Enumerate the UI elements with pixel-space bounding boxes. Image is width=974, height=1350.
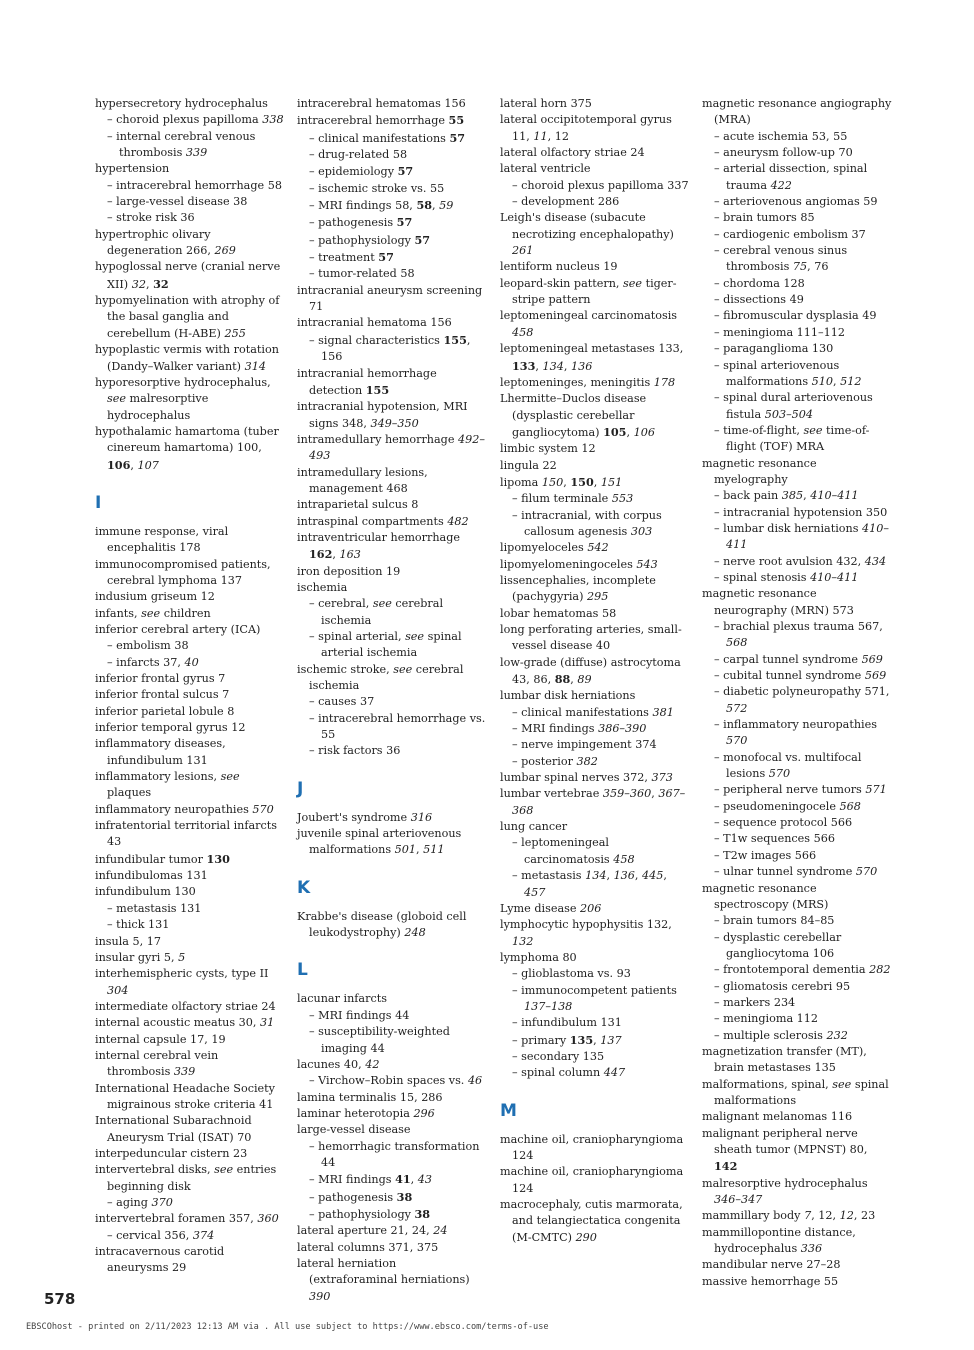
index-entry: magnetic resonance neurography (MRN) 573 xyxy=(702,587,854,617)
index-entry: hypoglossal nerve (cranial nerve XII) 32, 32 xyxy=(95,260,281,291)
index-entry: infundibular tumor 130 xyxy=(95,851,230,866)
index-entry: Lyme disease 206 xyxy=(500,901,602,915)
index-subentry: – epidemiology 57 xyxy=(309,164,414,179)
index-subentry: – signal characteristics 155, 156 xyxy=(309,332,471,364)
index-entry: immune response, viral encephalitis 178 xyxy=(95,524,229,555)
index-entry: lipomyelomeningoceles 543 xyxy=(500,557,658,571)
index-entry: macrocephaly, cutis marmorata, and telangiectatica congenita (M-CMTC) 290 xyxy=(500,1198,683,1244)
footer-notice: EBSCOhost - printed on 2/11/2023 12:13 AM via . All use subject to https://www.ebsco.com/terms-of-use xyxy=(26,1322,549,1332)
index-entry: machine oil, craniopharyngioma 124 xyxy=(500,1132,684,1162)
index-subentry: – filum terminale 553 xyxy=(512,492,634,506)
index-entry: Krabbe's disease (globoid cell leukodystrophy) 248 xyxy=(297,909,467,940)
index-subentry: – clinical manifestations 57 xyxy=(309,130,466,145)
index-entry: mammillopontine distance, hydrocephalus 336 xyxy=(702,1225,856,1256)
index-subentry: – sequence protocol 566 xyxy=(714,816,853,830)
index-subentry: – dissections 49 xyxy=(714,293,804,307)
index-entry: inflammatory lesions, see plaques xyxy=(95,770,240,800)
index-entry: interhemispheric cysts, type II 304 xyxy=(95,967,269,997)
index-subentry: – ulnar tunnel syndrome 570 xyxy=(714,865,878,879)
index-subentry: – intracranial, with corpus callosum agenesis 303 xyxy=(512,508,662,538)
index-column-2 xyxy=(297,96,487,1305)
index-entry: insular gyri 5, 5 xyxy=(95,950,186,964)
index-subentry: – leptomeningeal carcinomatosis 458 xyxy=(512,836,635,866)
index-entry: low-grade (diffuse) astrocytoma 43, 86, 88, 89 xyxy=(500,655,681,687)
index-entry: hypomyelination with atrophy of the basal ganglia and cerebellum (H-ABE) 255 xyxy=(95,294,280,340)
index-subentry: – meningioma 111–112 xyxy=(714,325,845,339)
index-entry: lateral aperture 21, 24, 24 xyxy=(297,1224,448,1238)
index-entry: hyporesorptive hydrocephalus, see malresorptive hydrocephalus xyxy=(95,375,271,422)
index-subentry: – large-vessel disease 38 xyxy=(107,195,248,209)
index-subentry: – pathogenesis 38 xyxy=(309,1189,413,1204)
index-entry: intracranial hematoma 156 xyxy=(297,316,452,330)
index-subentry: – MRI findings 41, 43 xyxy=(309,1172,433,1187)
index-subentry: – spinal arterial, see spinal arterial ischemia xyxy=(309,630,462,660)
index-entry: intracavernous carotid aneurysms 29 xyxy=(95,1245,225,1275)
index-subentry: – immunocompetent patients 137–138 xyxy=(512,983,677,1013)
index-subentry: – MRI findings 44 xyxy=(309,1008,410,1022)
index-subentry: – drug-related 58 xyxy=(309,148,408,162)
index-entry: intracerebral hematomas 156 xyxy=(297,97,466,110)
index-subentry: – dysplastic cerebellar gangliocytoma 106 xyxy=(714,930,842,960)
index-subentry: – aging 370 xyxy=(107,1196,173,1209)
index-entry: lipoma 150, 150, 151 xyxy=(500,474,623,489)
index-subentry: – infundibulum 131 xyxy=(512,1016,622,1030)
index-subentry: – pathophysiology 38 xyxy=(309,1206,431,1221)
index-entry: internal capsule 17, 19 xyxy=(95,1032,226,1046)
index-subentry: – MRI findings 386–390 xyxy=(512,722,647,736)
index-subentry: – arterial dissection, spinal trauma 422 xyxy=(714,162,868,192)
index-entry: lateral columns 371, 375 xyxy=(297,1240,439,1254)
index-subentry: – arteriovenous angiomas 59 xyxy=(714,195,878,209)
index-entry: lung cancer xyxy=(500,820,568,834)
index-entry: intracranial hypotension, MRI signs 348, 349–350 xyxy=(297,400,468,430)
index-entry: lacunes 40, 42 xyxy=(297,1057,380,1071)
index-subentry: – choroid plexus papilloma 338 xyxy=(107,113,284,127)
index-entry: ischemic stroke, see cerebral ischemia xyxy=(297,662,464,693)
index-subentry: – metastasis 134, 136, 445, 457 xyxy=(512,869,667,899)
index-subentry: – development 286 xyxy=(512,195,620,209)
index-entry: iron deposition 19 xyxy=(297,564,401,578)
index-subentry: – spinal column 447 xyxy=(512,1066,626,1080)
index-entry: ischemia xyxy=(297,580,348,594)
index-subentry: – brain tumors 85 xyxy=(714,211,815,225)
section-letter: M xyxy=(500,1100,517,1121)
index-entry: lissencephalies, incomplete (pachygyria) 295 xyxy=(500,573,656,604)
index-subentry: – ischemic stroke vs. 55 xyxy=(309,181,445,195)
index-entry: immunocompromised patients, cerebral lymphoma 137 xyxy=(95,557,271,587)
index-subentry: – pseudomeningocele 568 xyxy=(714,799,861,813)
index-entry: leptomeningeal metastases 133, 133, 134, 136 xyxy=(500,342,684,373)
index-entry: lateral occipitotemporal gyrus 11, 11, 12 xyxy=(500,113,672,143)
index-subentry: – frontotemporal dementia 282 xyxy=(714,963,891,977)
section-letter: L xyxy=(297,960,308,981)
index-entry: intermediate olfactory striae 24 xyxy=(95,999,276,1013)
index-entry: long perforating arteries, small-vessel disease 40 xyxy=(500,623,682,653)
index-entry: inferior frontal gyrus 7 xyxy=(95,672,226,685)
index-entry: inferior frontal sulcus 7 xyxy=(95,688,230,702)
index-entry: hypoplastic vermis with rotation (Dandy–Walker variant) 314 xyxy=(95,343,279,373)
index-entry: Leigh's disease (subacute necrotizing encephalopathy) 261 xyxy=(500,211,674,258)
index-subentry: – inflammatory neuropathies 570 xyxy=(714,718,877,748)
index-entry: intramedullary hemorrhage 492–493 xyxy=(297,432,485,463)
index-subentry: – thick 131 xyxy=(107,918,170,932)
index-subentry: – paraganglioma 130 xyxy=(714,342,834,356)
index-subentry: – T2w images 566 xyxy=(714,848,817,862)
section-letter: I xyxy=(95,492,102,513)
index-subentry: – carpal tunnel syndrome 569 xyxy=(714,652,883,666)
index-entry: juvenile spinal arteriovenous malformations 501, 511 xyxy=(297,827,462,857)
index-entry: lumbar vertebrae 359–360, 367–368 xyxy=(500,787,686,817)
index-subentry: – acute ischemia 53, 55 xyxy=(714,129,848,143)
index-entry: infundibulum 130 xyxy=(95,885,196,899)
index-subentry: – hemorrhagic transformation 44 xyxy=(309,1139,480,1169)
index-subentry: – glioblastoma vs. 93 xyxy=(512,967,631,981)
index-subentry: – nerve root avulsion 432, 434 xyxy=(714,554,887,568)
index-entry: lamina terminalis 15, 286 xyxy=(297,1090,443,1104)
index-entry: malresorptive hydrocephalus 346–347 xyxy=(702,1176,868,1207)
index-entry: intraparietal sulcus 8 xyxy=(297,498,419,512)
index-entry: International Subarachnoid Aneurysm Trial (ISAT) 70 xyxy=(95,1114,252,1144)
page-number: 578 xyxy=(44,1290,76,1308)
index-entry: leptomeningeal carcinomatosis 458 xyxy=(500,309,678,339)
index-entry: mandibular nerve 27–28 xyxy=(702,1258,841,1272)
index-entry: malignant melanomas 116 xyxy=(702,1110,853,1124)
index-entry: indusium griseum 12 xyxy=(95,590,215,604)
index-entry: internal acoustic meatus 30, 31 xyxy=(95,1016,275,1030)
index-entry: intervertebral foramen 357, 360 xyxy=(95,1212,279,1226)
index-entry: hypothalamic hamartoma (tuber cinereum hamartoma) 100, 106, 107 xyxy=(95,424,279,472)
index-entry: massive hemorrhage 55 xyxy=(702,1274,839,1288)
index-entry: infants, see children xyxy=(95,606,211,620)
index-entry: laminar heterotopia 296 xyxy=(297,1106,435,1120)
index-entry: malignant peripheral nerve sheath tumor (MPNST) 80, 142 xyxy=(702,1126,868,1174)
index-entry: magnetization transfer (MT), brain metastases 135 xyxy=(702,1044,867,1075)
index-subentry: – spinal arteriovenous malformations 510, 512 xyxy=(714,358,862,388)
index-entry: lymphoma 80 xyxy=(500,950,577,964)
index-entry: lymphocytic hypophysitis 132, 132 xyxy=(500,918,672,948)
index-subentry: – cerebral venous sinus thrombosis 75, 76 xyxy=(714,244,848,274)
index-entry: mammillary body 7, 12, 12, 23 xyxy=(702,1209,876,1223)
index-entry: lumbar spinal nerves 372, 373 xyxy=(500,771,673,785)
index-subentry: – intracerebral hemorrhage 58 xyxy=(107,178,282,192)
index-subentry: – fibromuscular dysplasia 49 xyxy=(714,309,877,323)
index-subentry: – T1w sequences 566 xyxy=(714,832,835,846)
index-subentry: – meningioma 112 xyxy=(714,1012,819,1026)
index-subentry: – choroid plexus papilloma 337 xyxy=(512,178,689,192)
index-entry: internal cerebral vein thrombosis 339 xyxy=(95,1048,219,1079)
index-entry: lateral olfactory striae 24 xyxy=(500,146,645,160)
index-subentry: – infarcts 37, 40 xyxy=(107,655,199,669)
index-subentry: – peripheral nerve tumors 571 xyxy=(714,783,887,797)
index-entry: magnetic resonance angiography (MRA) xyxy=(702,97,892,127)
index-entry: infundibulomas 131 xyxy=(95,869,208,883)
section-letter: J xyxy=(297,778,304,799)
index-subentry: – secondary 135 xyxy=(512,1049,605,1063)
index-entry: machine oil, craniopharyngioma 124 xyxy=(500,1165,684,1195)
section-letter: K xyxy=(297,877,311,898)
index-subentry: – stroke risk 36 xyxy=(107,211,195,225)
index-entry: intracerebral hemorrhage 55 xyxy=(297,113,465,128)
index-entry: lipomyeloceles 542 xyxy=(500,541,609,555)
index-entry: inferior parietal lobule 8 xyxy=(95,704,235,718)
index-entry: limbic system 12 xyxy=(500,442,596,456)
index-entry: inferior cerebral artery (ICA) xyxy=(95,622,261,636)
index-subentry: – nerve impingement 374 xyxy=(512,738,657,752)
index-entry: infratentorial territorial infarcts 43 xyxy=(95,819,278,849)
index-entry: hypertension xyxy=(95,162,170,176)
index-entry: inflammatory neuropathies 570 xyxy=(95,802,274,816)
index-subentry: – gliomatosis cerebri 95 xyxy=(714,979,851,993)
index-entry: lacunar infarcts xyxy=(297,992,387,1006)
index-subentry: – back pain 385, 410–411 xyxy=(714,489,859,503)
index-entry: lingula 22 xyxy=(500,458,557,472)
index-entry: leptomeninges, meningitis 178 xyxy=(500,375,676,389)
index-entry: lobar hematomas 58 xyxy=(500,606,617,620)
index-subentry: – spinal stenosis 410–411 xyxy=(714,570,859,584)
index-subentry: – markers 234 xyxy=(714,995,796,1009)
index-subentry: – susceptibility-weighted imaging 44 xyxy=(309,1025,450,1055)
index-subentry: – Virchow–Robin spaces vs. 46 xyxy=(309,1074,483,1088)
index-entry: intramedullary lesions, management 468 xyxy=(297,465,428,495)
index-entry: International Headache Society migrainous stroke criteria 41 xyxy=(95,1081,275,1111)
index-entry: hypersecretory hydrocephalus xyxy=(95,97,268,110)
index-entry: intracranial aneurysm screening 71 xyxy=(297,283,483,314)
index-entry: inferior temporal gyrus 12 xyxy=(95,721,246,735)
index-entry: magnetic resonance myelography xyxy=(702,456,817,486)
index-entry: lentiform nucleus 19 xyxy=(500,260,618,274)
index-entry: intracranial hemorrhage detection 155 xyxy=(297,366,437,397)
index-subentry: – cervical 356, 374 xyxy=(107,1228,215,1242)
index-column-4 xyxy=(702,96,892,1290)
index-entry: lateral ventricle xyxy=(500,162,591,176)
index-subentry: – aneurysm follow-up 70 xyxy=(714,146,853,160)
index-entry: intervertebral disks, see entries beginning disk xyxy=(95,1163,277,1193)
index-entry: lateral horn 375 xyxy=(500,97,592,110)
index-subentry: – clinical manifestations 381 xyxy=(512,705,674,719)
index-entry: large-vessel disease xyxy=(297,1123,411,1137)
index-subentry: – metastasis 131 xyxy=(107,901,202,915)
index-entry: leopard-skin pattern, see tiger-stripe pattern xyxy=(500,276,677,307)
index-entry: malformations, spinal, see spinal malformations xyxy=(702,1077,889,1107)
index-subentry: – pathophysiology 57 xyxy=(309,232,431,247)
index-subentry: – intracranial hypotension 350 xyxy=(714,505,888,519)
index-entry: inflammatory diseases, infundibulum 131 xyxy=(95,737,226,767)
index-subentry: – pathogenesis 57 xyxy=(309,215,413,230)
index-entry: intraventricular hemorrhage 162, 163 xyxy=(297,530,461,562)
index-subentry: – causes 37 xyxy=(309,695,375,709)
index-entry: hypertrophic olivary degeneration 266, 269 xyxy=(95,227,236,258)
index-subentry: – time-of-flight, see time-of-flight (TOF) MRA xyxy=(714,423,870,454)
index-subentry: – risk factors 36 xyxy=(309,744,401,758)
index-subentry: – primary 135, 137 xyxy=(512,1032,622,1047)
index-entry: insula 5, 17 xyxy=(95,934,161,948)
index-subentry: – lumbar disk herniations 410–411 xyxy=(714,521,889,552)
index-subentry: – cerebral, see cerebral ischemia xyxy=(309,597,444,627)
index-subentry: – tumor-related 58 xyxy=(309,267,415,281)
index-column-1 xyxy=(95,96,285,1277)
index-subentry: – multiple sclerosis 232 xyxy=(714,1028,848,1042)
index-subentry: – cubital tunnel syndrome 569 xyxy=(714,669,887,683)
index-entry: lumbar disk herniations xyxy=(500,689,636,703)
index-entry: Joubert's syndrome 316 xyxy=(297,810,433,824)
index-subentry: – brain tumors 84–85 xyxy=(714,914,835,928)
index-subentry: – internal cerebral venous thrombosis 339 xyxy=(107,129,256,160)
index-subentry: – chordoma 128 xyxy=(714,276,805,290)
index-subentry: – embolism 38 xyxy=(107,639,189,653)
index-entry: Lhermitte–Duclos disease (dysplastic cerebellar gangliocytoma) 105, 106 xyxy=(500,392,655,439)
index-subentry: – brachial plexus trauma 567, 568 xyxy=(714,620,883,650)
index-subentry: – intracerebral hemorrhage vs. 55 xyxy=(309,711,486,742)
index-subentry: – diabetic polyneuropathy 571, 572 xyxy=(714,685,890,715)
index-subentry: – treatment 57 xyxy=(309,250,394,265)
index-subentry: – MRI findings 58, 58, 59 xyxy=(309,198,454,213)
index-subentry: – monofocal vs. multifocal lesions 570 xyxy=(714,750,862,781)
index-entry: lateral herniation (extraforaminal herniations) 390 xyxy=(297,1256,470,1303)
index-column-3 xyxy=(500,96,690,1246)
index-subentry: – spinal dural arteriovenous fistula 503–504 xyxy=(714,391,873,421)
index-entry: intraspinal compartments 482 xyxy=(297,514,469,528)
index-entry: magnetic resonance spectroscopy (MRS) xyxy=(702,881,829,911)
index-entry: interpeduncular cistern 23 xyxy=(95,1146,248,1160)
index-subentry: – posterior 382 xyxy=(512,754,598,768)
index-subentry: – cardiogenic embolism 37 xyxy=(714,227,866,241)
